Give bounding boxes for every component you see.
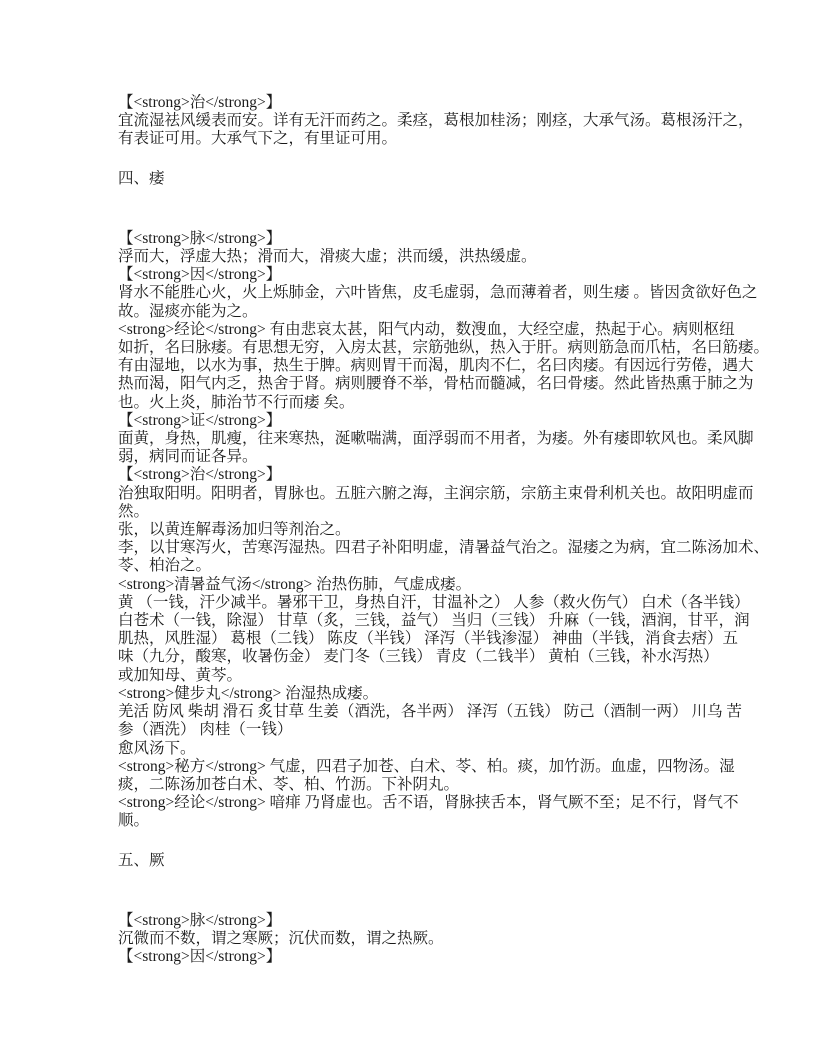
text-line: 【<strong>证</strong>】 — [118, 411, 282, 429]
text-line: 参（酒洗） 肉桂（一钱） — [118, 721, 293, 739]
text-line: 弱，病同而证各异。 — [118, 448, 258, 466]
text-line: 【<strong>因</strong>】 — [118, 948, 282, 966]
text-line: 李，以甘寒泻火，苦寒泻湿热。四君子补阳明虚，清暑益气治之。湿痿之为病，宜二陈汤加术、 — [118, 539, 770, 557]
text-line: 有由湿地，以水为事，热生于脾。病则胃干而渴，肌肉不仁，名曰肉痿。有因远行劳倦，遇大 — [118, 357, 754, 375]
text-line: 【<strong>治</strong>】 — [118, 94, 282, 111]
section-heading: 四、痿 — [118, 169, 165, 187]
text-line: 有表证可用。大承气下之，有里证可用。 — [118, 130, 398, 148]
text-line: 或加知母、黄芩。 — [118, 666, 243, 684]
text-line: 【<strong>脉</strong>】 — [118, 911, 282, 929]
text-line: 【<strong>脉</strong>】 — [118, 229, 282, 247]
text-line: 面黄，身热，肌瘦，往来寒热，涎嗽喘满，面浮弱而不用者，为痿。外有痿即软风也。柔风脚 — [118, 430, 754, 448]
text-line: 肌热，风胜湿） 葛根（二钱） 陈皮（半钱） 泽泻（半钱渗湿） 神曲（半钱，消食去痞）五 — [118, 630, 739, 648]
section-heading: 五、厥 — [118, 851, 165, 869]
text-line: <strong>经论</strong> 有由悲哀太甚，阳气内动，数溲血，大经空虚，热起于心。病则枢纽 — [118, 320, 735, 338]
text-line: 顺。 — [118, 812, 150, 830]
text-line: 苓、柏治之。 — [118, 557, 212, 575]
document-body — [118, 94, 770, 966]
text-line: 羌活 防风 柴胡 滑石 炙甘草 生姜（酒洗，各半两） 泽泻（五钱） 防己（酒制一两） 川乌 苦 — [118, 703, 742, 721]
text-line: 肾水不能胜心火，火上烁肺金，六叶皆焦，皮毛虚弱，急而薄着者，则生痿 。皆因贪欲好色之 — [118, 284, 758, 302]
text-line: 浮而大，浮虚大热；滑而大，滑痰大虚；洪而缓，洪热缓虚。 — [118, 248, 537, 266]
text-line: 张，以黄连解毒汤加归等剂治之。 — [118, 521, 351, 539]
text-line: 味（九分，酸寒，收暑伤金） 麦门冬（三钱） 青皮（二钱半） 黄柏（三钱，补水泻热） — [118, 648, 719, 666]
text-line: <strong>健步丸</strong> 治湿热成痿。 — [118, 684, 379, 702]
text-line: 沉微而不数，谓之寒厥；沉伏而数，谓之热厥。 — [118, 929, 444, 947]
text-line: 然。 — [118, 502, 150, 520]
text-line: 治独取阳明。阳明者，胃脉也。五脏六腑之海，主润宗筋，宗筋主束骨利机关也。故阳明虚而 — [118, 484, 754, 502]
text-line: 如折，名曰脉痿。有思想无穷，入房太甚，宗筋弛纵，热入于肝。病则筋急而爪枯，名曰筋痿。 — [118, 339, 770, 357]
text-line: 故。湿痰亦能为之。 — [118, 302, 258, 320]
text-line: 黄 （一钱，汗少减半。暑邪干卫，身热自汗，甘温补之） 人参（救火伤气） 白术（各半钱） — [118, 593, 750, 611]
text-line: 【<strong>因</strong>】 — [118, 266, 282, 284]
text-line: 【<strong>治</strong>】 — [118, 466, 282, 484]
text-line: 愈风汤下。 — [118, 739, 196, 757]
text-line: <strong>秘方</strong> 气虚，四君子加苍、白术、苓、柏。痰，加竹沥。血虚，四物汤。湿 — [118, 757, 735, 775]
text-line: 宜流湿祛风缓表而安。详有无汗而药之。柔痉，葛根加桂汤；刚痉，大承气汤。葛根汤汗之， — [118, 112, 754, 130]
text-line: <strong>清暑益气汤</strong> 治热伤肺，气虚成痿。 — [118, 575, 472, 593]
text-line: 白苍术（一钱，除湿） 甘草（炙，三钱，益气） 当归（三钱） 升麻（一钱，酒润，甘平，润 — [118, 612, 750, 630]
text-line: 痰，二陈汤加苍白术、苓、柏、竹沥。下补阴丸。 — [118, 775, 460, 793]
text-line: 也。火上炎，肺治节不行而痿 矣。 — [118, 393, 355, 411]
text-line: <strong>经论</strong> 喑痱 乃肾虚也。舌不语，肾脉挟舌本，肾气厥不至；足不行，肾气不 — [118, 794, 739, 812]
text-line: 热而渴，阳气内乏，热舍于肾。病则腰脊不举，骨枯而髓减，名曰骨痿。然此皆热熏于肺之为 — [118, 375, 754, 393]
